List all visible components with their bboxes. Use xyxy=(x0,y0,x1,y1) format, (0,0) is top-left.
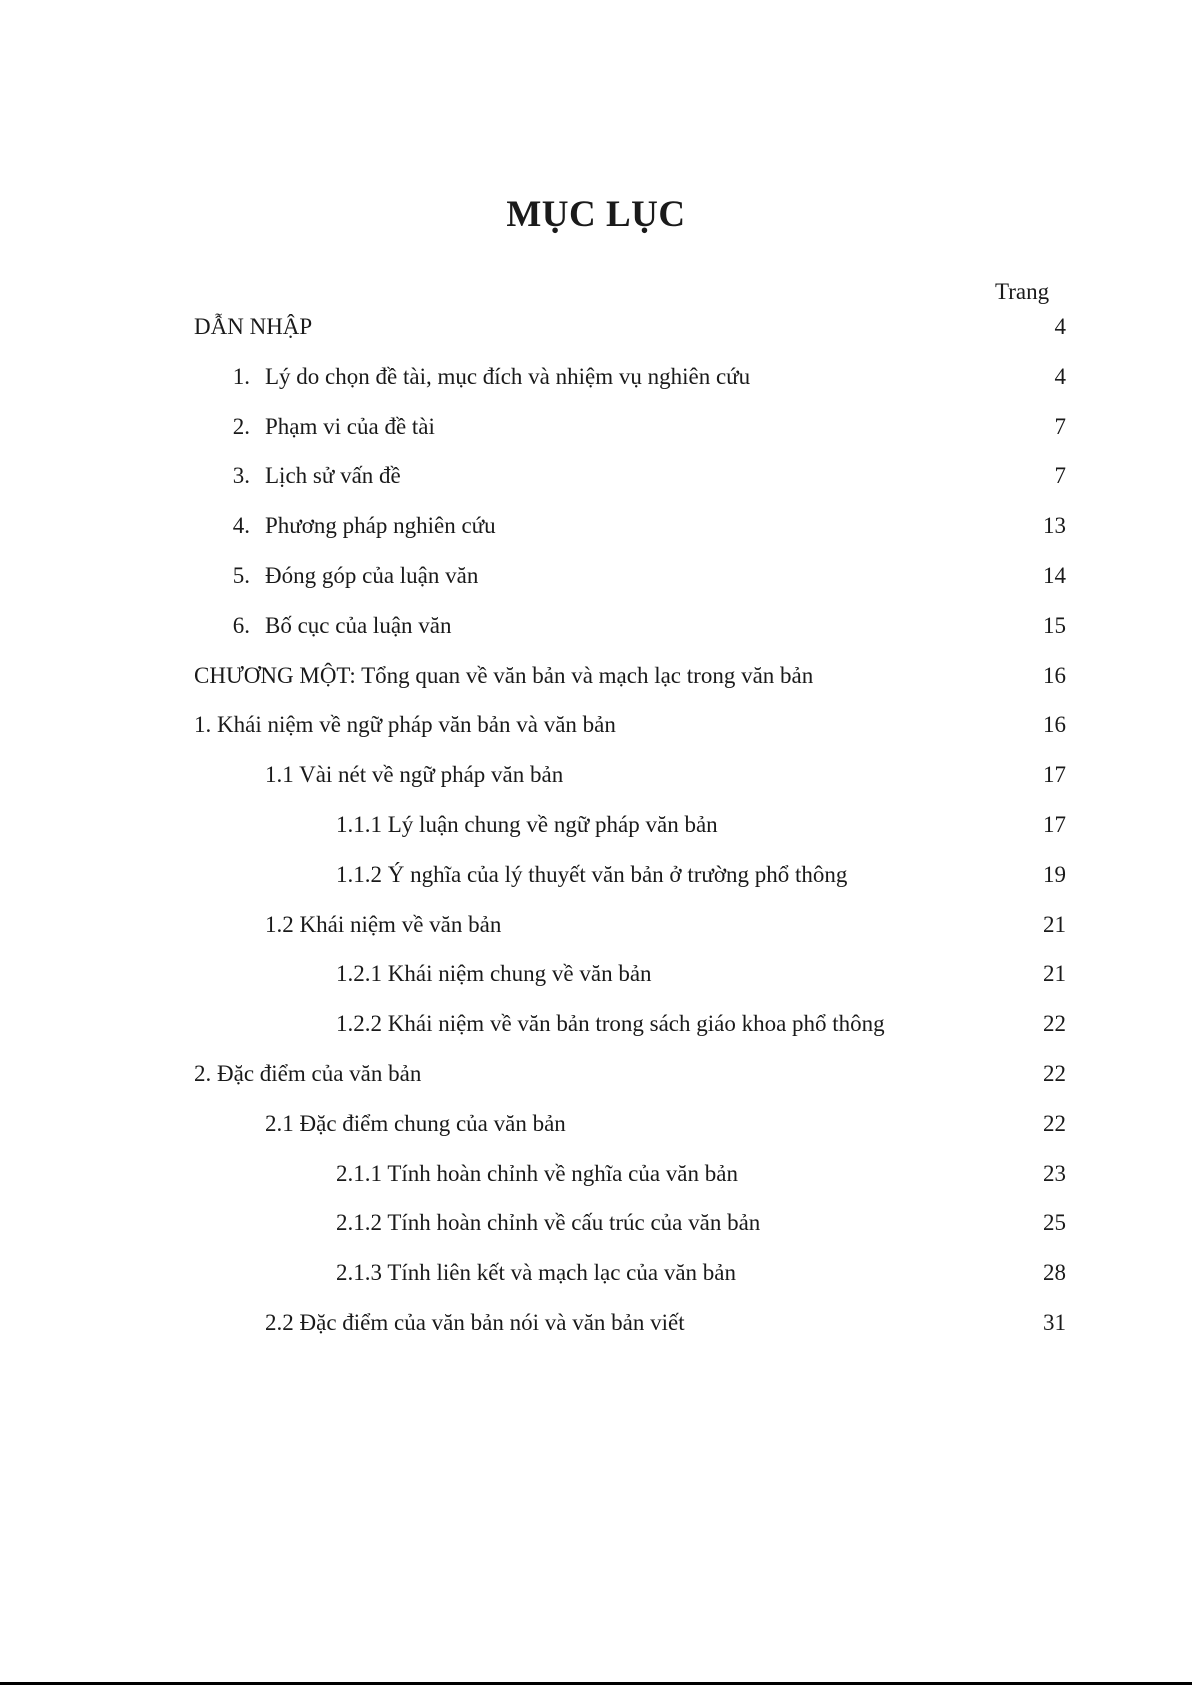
toc-entry-page-number: 16 xyxy=(1043,663,1066,688)
toc-entry-number: 6. xyxy=(232,613,250,638)
toc-entry xyxy=(0,362,1192,392)
toc-entry-page-number: 14 xyxy=(1043,563,1066,588)
toc-title: MỤC LỤC xyxy=(506,194,686,235)
toc-entry-number: 2. xyxy=(232,414,250,439)
toc-entry-label: 1.2.1 Khái niệm chung về văn bản xyxy=(336,961,652,986)
toc-entry-page-number: 16 xyxy=(1043,712,1066,737)
toc-entry-label: 1.2.2 Khái niệm về văn bản trong sách giáo khoa phổ thông xyxy=(336,1011,885,1036)
toc-entry-label: Phạm vi của đề tài xyxy=(265,414,435,439)
toc-entry-label: 2.1.2 Tính hoàn chỉnh về cấu trúc của văn bản xyxy=(336,1210,761,1235)
toc-entry-page-number: 4 xyxy=(1054,364,1066,389)
toc-entry xyxy=(0,561,1192,591)
toc-entry-label: 2. Đặc điểm của văn bản xyxy=(194,1061,422,1086)
toc-entry-page-number: 28 xyxy=(1043,1260,1066,1285)
toc-entry xyxy=(0,461,1192,491)
toc-entry xyxy=(0,810,1192,840)
toc-entry-label: Lịch sử vấn đề xyxy=(265,463,401,488)
toc-entry-page-number: 17 xyxy=(1043,762,1066,787)
toc-entry-label: 1.2 Khái niệm về văn bản xyxy=(265,912,502,937)
toc-entry-label: 1.1 Vài nét về ngữ pháp văn bản xyxy=(265,762,564,787)
toc-entry-label: 2.1.1 Tính hoàn chỉnh về nghĩa của văn bản xyxy=(336,1161,738,1186)
toc-entry-label: 1.1.2 Ý nghĩa của lý thuyết văn bản ở trường phổ thông xyxy=(336,862,848,887)
toc-entry-number: 3. xyxy=(232,463,250,488)
toc-entry-label: 1.1.1 Lý luận chung về ngữ pháp văn bản xyxy=(336,812,718,837)
toc-entry xyxy=(0,661,1192,691)
toc-entry-page-number: 22 xyxy=(1043,1061,1066,1086)
toc-entry-number: 1. xyxy=(232,364,250,389)
toc-entry xyxy=(0,1009,1192,1039)
toc-entry xyxy=(0,412,1192,442)
toc-entry xyxy=(0,1208,1192,1238)
toc-entry-label: 2.2 Đặc điểm của văn bản nói và văn bản viết xyxy=(265,1310,685,1335)
toc-entry-page-number: 7 xyxy=(1054,463,1066,488)
toc-entry xyxy=(0,710,1192,740)
toc-entry xyxy=(0,312,1192,342)
toc-entry-label: Lý do chọn đề tài, mục đích và nhiệm vụ nghiên cứu xyxy=(265,364,751,389)
toc-entry-page-number: 21 xyxy=(1043,912,1066,937)
toc-entry xyxy=(0,511,1192,541)
toc-entry-page-number: 7 xyxy=(1054,414,1066,439)
toc-entry-label: Đóng góp của luận văn xyxy=(265,563,479,588)
toc-entry-page-number: 21 xyxy=(1043,961,1066,986)
toc-entry xyxy=(0,611,1192,641)
toc-entry-label: DẪN NHẬP xyxy=(194,314,313,339)
toc-entry xyxy=(0,910,1192,940)
toc-entry xyxy=(0,1109,1192,1139)
toc-entry-page-number: 17 xyxy=(1043,812,1066,837)
toc-entry xyxy=(0,1258,1192,1288)
toc-entry-page-number: 25 xyxy=(1043,1210,1066,1235)
toc-entry-label: Phương pháp nghiên cứu xyxy=(265,513,496,538)
toc-entry xyxy=(0,1159,1192,1189)
toc-entry-page-number: 19 xyxy=(1043,862,1066,887)
toc-entry-page-number: 31 xyxy=(1043,1310,1066,1335)
toc-entry-number: 4. xyxy=(232,513,250,538)
toc-entry-page-number: 15 xyxy=(1043,613,1066,638)
toc-entry xyxy=(0,1059,1192,1089)
toc-entry xyxy=(0,1308,1192,1338)
toc-entry xyxy=(0,860,1192,890)
toc-entry-label: CHƯƠNG MỘT: Tổng quan về văn bản và mạch lạc trong văn bản xyxy=(194,663,814,688)
toc-entry-label: Bố cục của luận văn xyxy=(265,613,452,638)
toc-entry-number: 5. xyxy=(232,563,250,588)
toc-entry-page-number: 22 xyxy=(1043,1111,1066,1136)
toc-entry-page-number: 22 xyxy=(1043,1011,1066,1036)
toc-entry-label: 1. Khái niệm về ngữ pháp văn bản và văn bản xyxy=(194,712,616,737)
toc-entry-page-number: 23 xyxy=(1043,1161,1066,1186)
toc-entry-label: 2.1.3 Tính liên kết và mạch lạc của văn bản xyxy=(336,1260,737,1285)
toc-entry xyxy=(0,760,1192,790)
toc-entry xyxy=(0,959,1192,989)
toc-entry-page-number: 4 xyxy=(1054,314,1066,339)
page-column-header: Trang xyxy=(995,279,1050,304)
toc-entry-page-number: 13 xyxy=(1043,513,1066,538)
toc-entry-label: 2.1 Đặc điểm chung của văn bản xyxy=(265,1111,566,1136)
